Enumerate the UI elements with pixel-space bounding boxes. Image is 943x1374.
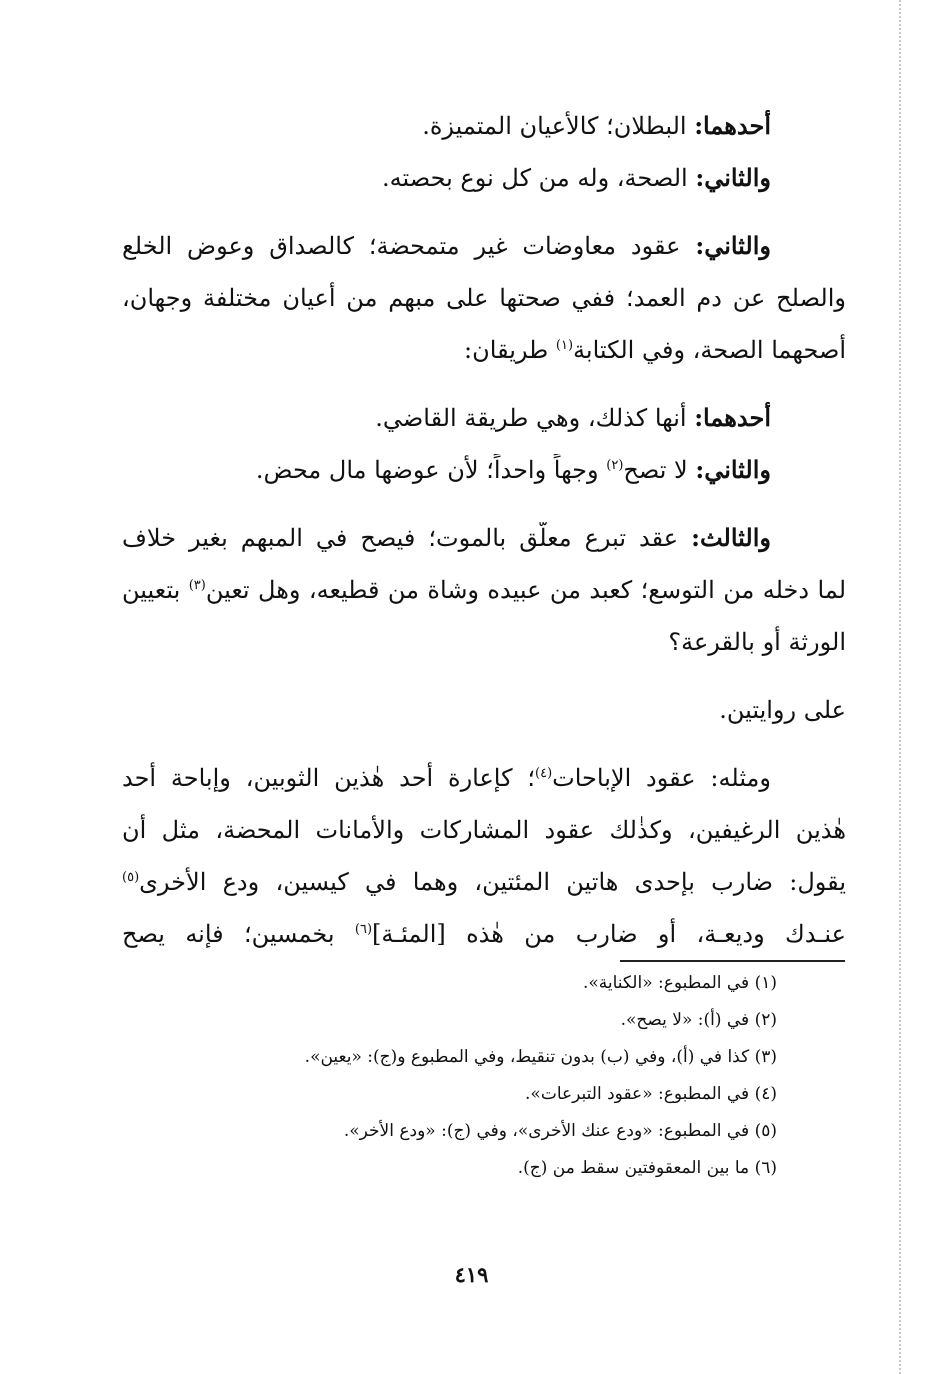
paragraph-line — [122, 522, 846, 574]
line-text: لا تصح — [623, 456, 696, 484]
line-text: البطلان؛ كالأعيان المتميزة. — [422, 112, 695, 140]
page-edge-dotted-line — [899, 0, 901, 1374]
footnote: (٥) في المطبوع: «ودع عنك الأخرى»، وفي (ج): «ودع الأخر». — [343, 1121, 777, 1141]
line-text: لما دخله من التوسع؛ كعبد من عبيده وشاة من قطيعه، وهل تعين — [205, 576, 846, 604]
main-text — [122, 110, 846, 970]
paragraph-line: الورثة أو بالقرعة؟ — [668, 628, 846, 656]
paragraph-line: على روايتين. — [719, 696, 846, 724]
paragraph-line: والصلح عن دم العمد؛ ففي صحتها على مبهم من أعيان مختلفة وجهان، — [122, 284, 846, 312]
paragraph-line — [122, 110, 846, 162]
footnote: (٤) في المطبوع: «عقود التبرعات». — [525, 1084, 777, 1104]
footnotes — [122, 972, 777, 1194]
footnote-ref[interactable]: (١) — [555, 338, 574, 353]
paragraph-line — [122, 574, 846, 626]
paragraph-line — [122, 454, 846, 506]
line-text: ؛ كإعارة أحد هٰذين الثوبين، وإباحة أحد — [122, 764, 535, 792]
term-label: أحدهما: — [694, 403, 771, 432]
line-text: طريقان: — [464, 336, 556, 364]
term-label: والثاني: — [695, 231, 771, 260]
line-text: ومثله: عقود الإباحات — [552, 764, 771, 792]
paragraph-line — [122, 230, 846, 282]
footnote: (٣) كذا في (أ)، وفي (ب) بدون تنقيط، وفي المطبوع و(ج): «يعين». — [304, 1047, 777, 1067]
paragraph-line — [122, 402, 846, 454]
line-text: أصحهما الصحة، وفي الكتابة — [573, 336, 846, 364]
line-text: وجهاً واحداً؛ لأن عوضها مال محض. — [255, 456, 607, 484]
paragraph-line — [122, 334, 846, 386]
term-label: والثاني: — [695, 455, 771, 484]
line-text: أنها كذلك، وهي طريقة القاضي. — [375, 404, 695, 432]
paragraph-line — [122, 162, 846, 214]
line-text: عقد تبرع معلّق بالموت؛ فيصح في المبهم بغير خلاف — [122, 524, 692, 552]
term-label: أحدهما: — [694, 111, 771, 140]
line-text: بخمسين؛ فإنه يصح — [122, 920, 355, 948]
footnote-ref[interactable]: (٥) — [122, 870, 140, 885]
footnote-separator — [620, 960, 845, 962]
paragraph-line — [122, 762, 846, 814]
footnote: (٢) في (أ): «لا يصح». — [620, 1010, 777, 1030]
paragraph-line: هٰذين الرغيفين، وكذٰلك عقود المشاركات والأمانات المحضة، مثل أن — [122, 816, 846, 844]
footnote-ref[interactable]: (٢) — [606, 458, 624, 473]
term-label: والثالث: — [691, 523, 771, 552]
line-text: بتعيين — [122, 576, 189, 604]
footnote-ref[interactable]: (٤) — [535, 766, 553, 781]
footnote-ref[interactable]: (٦) — [354, 922, 373, 937]
footnote: (١) في المطبوع: «الكناية». — [582, 973, 777, 993]
footnote-ref[interactable]: (٣) — [188, 578, 206, 593]
page-number: ٤١٩ — [454, 1262, 489, 1287]
paragraph-line — [122, 918, 846, 970]
footnote: (٦) ما بين المعقوفتين سقط من (ج). — [517, 1158, 777, 1178]
term-label: والثاني: — [695, 163, 771, 192]
line-text: عقود معاوضات غير متمحضة؛ كالصداق وعوض الخلع — [122, 232, 696, 260]
line-text: الصحة، وله من كل نوع بحصته. — [382, 164, 696, 192]
line-text: عنـدك وديعـة، أو ضارب من هٰذه [المئـة] — [372, 920, 846, 948]
paragraph-line — [122, 866, 846, 918]
line-text: يقول: ضارب بإحدى هاتين المئتين، وهما في كيسين، ودع الأخرى — [139, 868, 846, 896]
